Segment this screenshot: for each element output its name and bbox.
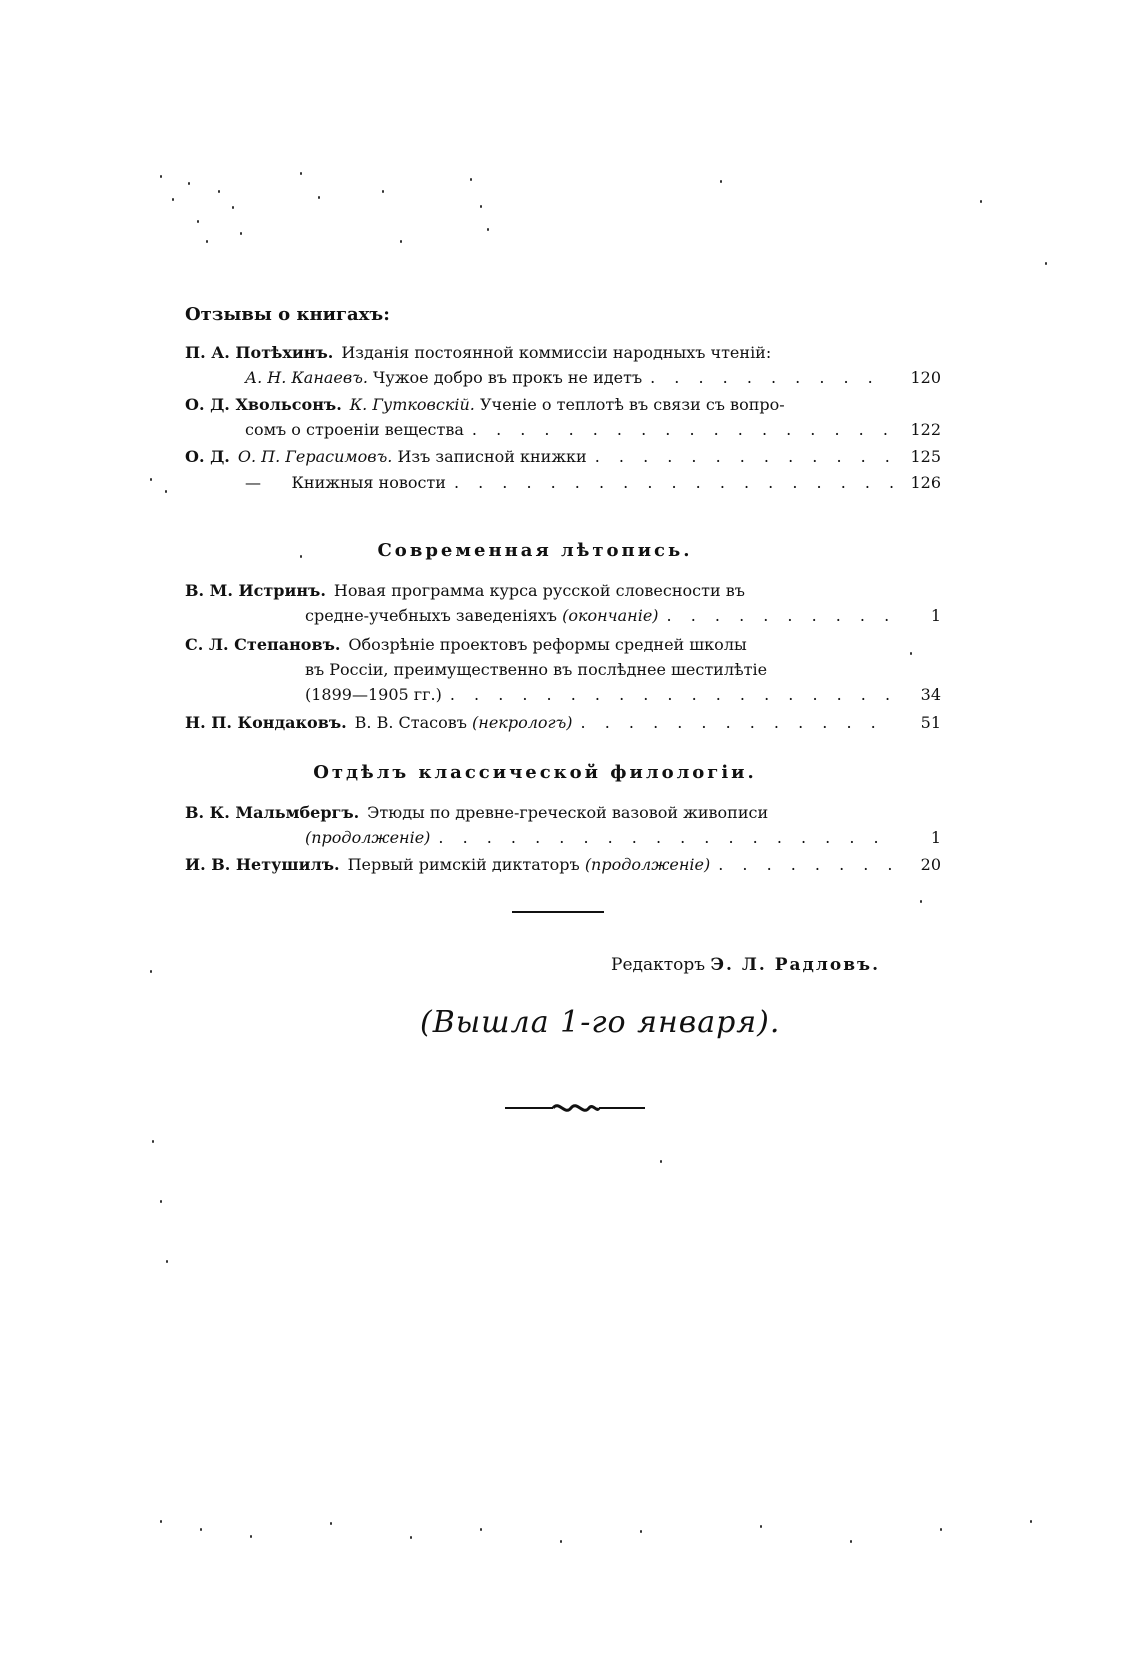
entry-title: въ Россіи, преимущественно въ послѣднее шестилѣтіе [305, 660, 768, 679]
page-number: 122 [910, 420, 941, 439]
entry-title: Обозрѣніе проектовъ реформы средней школы [348, 635, 747, 654]
entry-title: Новая программа курса русской словесности въ [333, 581, 745, 600]
entry-title: В. В. Стасовъ [354, 713, 467, 732]
toc-entry [185, 852, 941, 877]
entry-author: И. В. Нетушилъ. [185, 855, 340, 874]
entry-author: В. М. Истринъ. [185, 581, 326, 600]
entry-title: средне-учебныхъ заведеніяхъ [305, 606, 557, 625]
page-number: 120 [910, 368, 941, 387]
toc-entry [185, 800, 941, 850]
entry-reviewed-author: А. Н. Канаевъ. [245, 368, 368, 387]
entry-note: (некрологъ) [472, 713, 573, 732]
page-number: 1 [930, 606, 941, 625]
entry-author: О. Д. [185, 447, 230, 466]
page-number: 126 [910, 473, 941, 492]
entry-note: (окончаніе) [562, 606, 659, 625]
ornament-divider [505, 1098, 645, 1118]
entry-reviewed-author: О. П. Герасимовъ. [237, 447, 393, 466]
entry-author: — [245, 473, 261, 492]
entry-note: (продолженіе) [584, 855, 711, 874]
entry-title: Изъ записной книжки [397, 447, 587, 466]
entry-title: Чужое добро въ прокъ не идетъ [373, 368, 643, 387]
section-rule [512, 911, 604, 913]
handwritten-note: (Вышла 1-го января). [420, 1005, 781, 1040]
entry-author: В. К. Мальмбергъ. [185, 803, 360, 822]
toc-entry [185, 632, 941, 707]
page-number: 20 [920, 855, 941, 874]
reviews-heading: Отзывы о книгахъ: [185, 304, 390, 325]
dot-leader [450, 682, 893, 707]
entry-author: Н. П. Кондаковъ. [185, 713, 347, 732]
entry-title: Этюды по древне-греческой вазовой живописи [367, 803, 769, 822]
editor-name: Э. Л. Радловъ. [710, 955, 880, 975]
dot-leader [472, 417, 893, 442]
dot-leader [581, 710, 893, 735]
entry-title: сомъ о строеніи вещества [245, 420, 464, 439]
dot-leader [718, 852, 893, 877]
dot-leader [454, 470, 893, 495]
entry-author: О. Д. Хвольсонъ. [185, 395, 342, 414]
dot-leader [667, 603, 893, 628]
toc-entry [185, 578, 941, 628]
entry-title: (1899—1905 гг.) [305, 685, 442, 704]
editor-label: Редакторъ [611, 955, 706, 975]
entry-author: С. Л. Степановъ. [185, 635, 341, 654]
editor-line [400, 955, 880, 975]
toc-entry [185, 340, 941, 390]
toc-entry [185, 470, 941, 495]
entry-reviewed-author: К. Гутковскій. [349, 395, 475, 414]
page-number: 1 [930, 828, 941, 847]
entry-title: Первый римскій диктаторъ [347, 855, 580, 874]
page-number: 125 [910, 447, 941, 466]
entry-title: Изданія постоянной коммиссіи народныхъ чтеній: [341, 343, 772, 362]
page-number: 34 [920, 685, 941, 704]
entry-title: Книжныя новости [291, 473, 446, 492]
toc-entry [185, 444, 941, 469]
dot-leader [595, 444, 893, 469]
page-number: 51 [920, 713, 941, 732]
entry-title: Ученіе о теплотѣ въ связи съ вопро- [479, 395, 785, 414]
entry-note: (продолженіе) [305, 828, 431, 847]
dot-leader [438, 825, 893, 850]
toc-entry [185, 710, 941, 735]
philology-heading: Отдѣлъ классической филологіи. [313, 762, 757, 783]
dot-leader [650, 365, 893, 390]
toc-entry [185, 392, 941, 442]
entry-author: П. А. Потѣхинъ. [185, 343, 334, 362]
chronicle-heading: Современная лѣтопись. [377, 540, 693, 561]
